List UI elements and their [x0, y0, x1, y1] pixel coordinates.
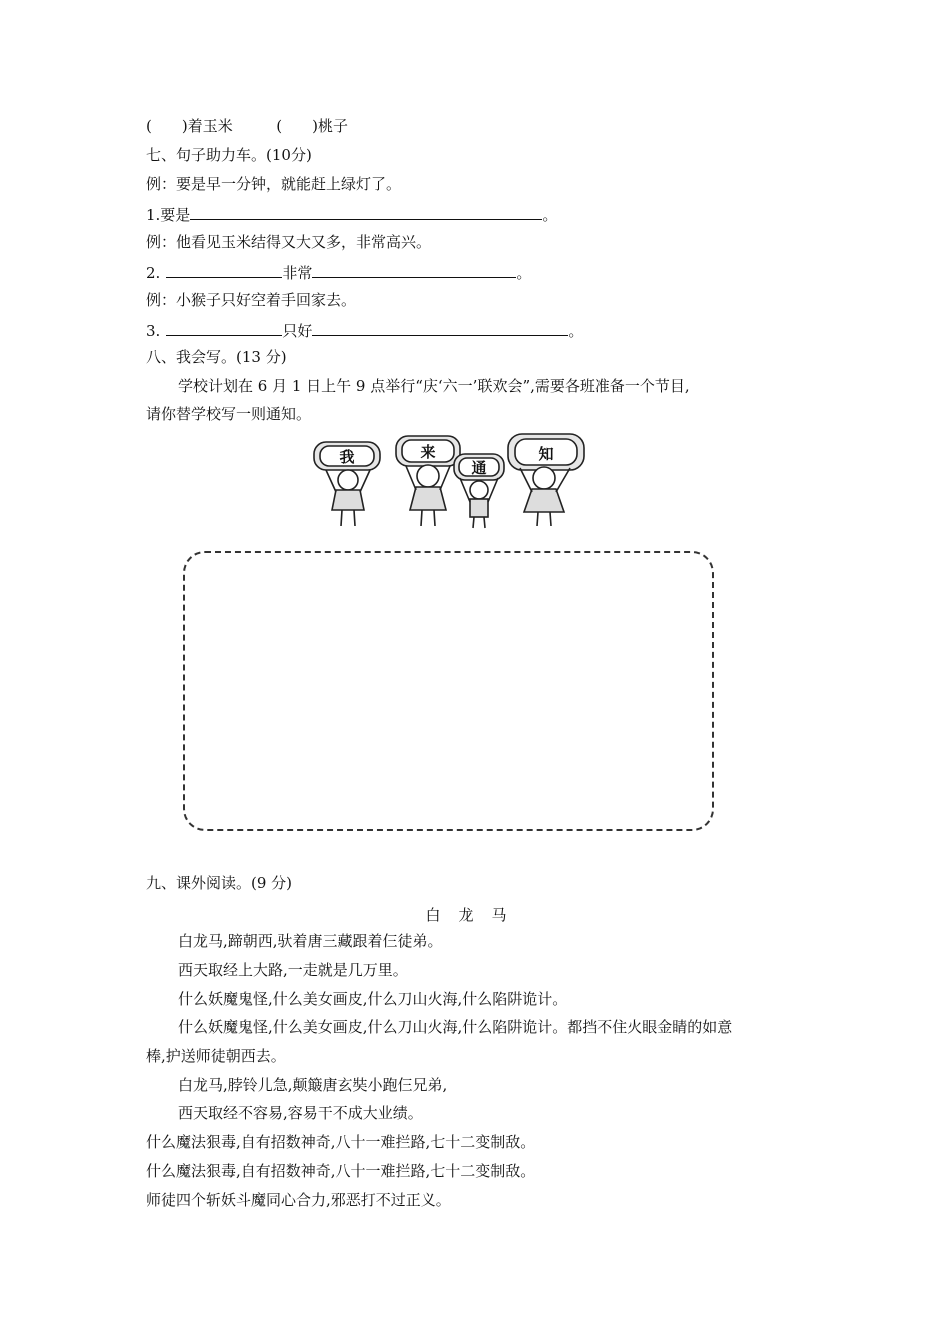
reading-line: 白龙马,脖铃儿急,颠簸唐玄奘小跑仨兄弟,: [178, 1076, 448, 1094]
kids-holding-signs-illustration: [308, 432, 590, 532]
reading-line: 棒,护送师徒朝西去。: [146, 1047, 286, 1065]
section7-heading: 七、句子助力车。(10分): [146, 146, 312, 164]
example-1: 例：要是早一分钟，就能赶上绿灯了。: [146, 175, 402, 193]
answer-blank-2a[interactable]: [166, 261, 282, 278]
notice-prompt-line1: 学校计划在 6 月 1 日上午 9 点举行“庆‘六一’联欢会”,需要各班准备一个节目,: [178, 377, 690, 395]
question-2: 2. 非常 。: [146, 261, 531, 281]
example-2: 例：他看见玉米结得又大又多，非常高兴。: [146, 233, 432, 251]
answer-blank-3a[interactable]: [166, 319, 282, 336]
section9-heading: 九、课外阅读。(9 分): [146, 874, 293, 892]
reading-line: 什么妖魔鬼怪,什么美女画皮,什么刀山火海,什么陷阱诡计。都挡不住火眼金睛的如意: [178, 1018, 733, 1036]
sign-text-3: 通: [471, 459, 487, 477]
answer-blank-3b[interactable]: [312, 319, 568, 336]
reading-line: 白龙马,蹄朝西,驮着唐三藏跟着仨徒弟。: [178, 932, 443, 950]
question-1: 1.要是 。: [146, 203, 557, 223]
word-fill-row: [146, 116, 348, 136]
answer-blank-2b[interactable]: [312, 261, 516, 278]
example-3: 例：小猴子只好空着手回家去。: [146, 291, 357, 309]
section8-heading: 八、我会写。(13 分): [146, 348, 287, 366]
reading-line: 师徒四个斩妖斗魔同心合力,邪恶打不过正义。: [146, 1191, 451, 1209]
sign-text-1: 我: [339, 448, 355, 466]
sign-text-4: 知: [538, 445, 554, 463]
reading-line: 西天取经不容易,容易干不成大业绩。: [178, 1104, 423, 1122]
answer-blank-1[interactable]: [190, 203, 542, 220]
notice-prompt-line2: 请你替学校写一则通知。: [146, 405, 312, 423]
reading-line: 什么魔法狠毒,自有招数神奇,八十一难拦路,七十二变制敌。: [146, 1133, 536, 1151]
reading-line: 西天取经上大路,一走就是几万里。: [178, 961, 408, 979]
reading-title: 白龙马: [425, 906, 525, 924]
notice-writing-box[interactable]: [183, 551, 714, 831]
question-3: 3. 只好 。: [146, 319, 583, 339]
reading-line: 什么魔法狠毒,自有招数神奇,八十一难拦路,七十二变制敌。: [146, 1162, 536, 1180]
sign-text-2: 来: [420, 443, 436, 461]
word-fill-b: ( )桃子: [276, 117, 348, 135]
reading-line: 什么妖魔鬼怪,什么美女画皮,什么刀山火海,什么陷阱诡计。: [178, 990, 568, 1008]
word-fill-a: ( )着玉米: [146, 117, 233, 135]
